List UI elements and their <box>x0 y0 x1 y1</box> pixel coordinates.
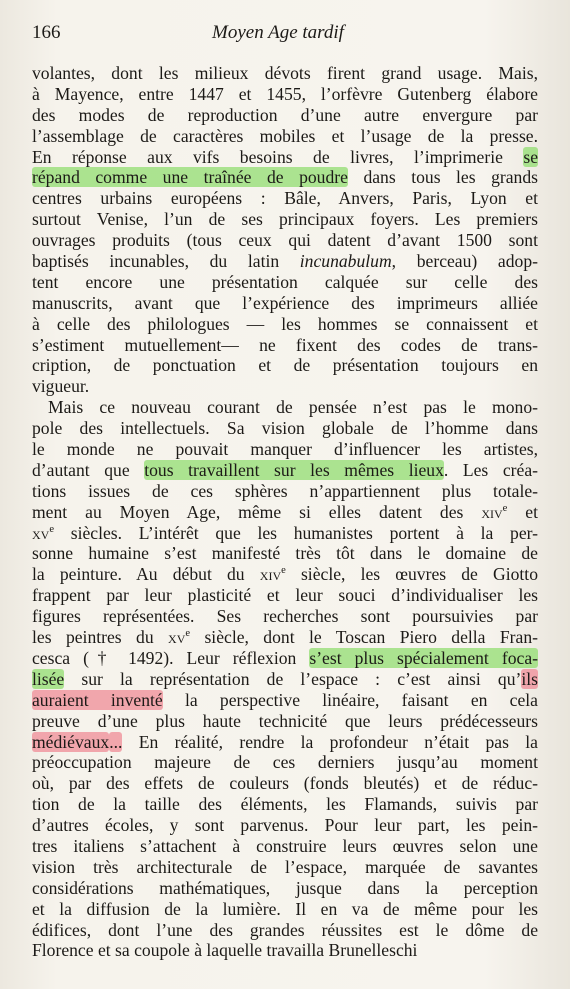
text-span: sur la représentation de l’espace : c’est ainsi qu’ <box>64 668 522 689</box>
text-line <box>32 335 538 356</box>
text-span: volantes, dont les milieux dévots firent grand usage. Mais, <box>32 63 538 83</box>
text-line <box>32 230 538 251</box>
text-span: e <box>502 502 508 514</box>
text-span: , berceau) adop- <box>391 251 538 272</box>
text-line <box>32 585 538 606</box>
text-line <box>32 293 538 314</box>
text-span: sonne humaine s’est manifesté très tôt dans le domaine de <box>32 543 538 564</box>
text-span: figures représentées. Ses recherches sont poursuivies par <box>32 606 538 627</box>
text-line <box>32 732 538 753</box>
highlighted-text: médiévaux <box>32 731 110 752</box>
text-line <box>32 773 538 794</box>
text-span: tres italiens s’attachent à construire leurs œuvres selon une <box>32 835 538 856</box>
text-line <box>32 920 538 941</box>
text-line <box>32 502 538 523</box>
text-span: la peinture. Au début du <box>32 564 260 585</box>
text-line <box>32 376 538 397</box>
body-text <box>32 63 538 961</box>
text-span: e <box>49 523 55 535</box>
text-span: Florence et sa coupole à laquelle travailla Brunelleschi <box>32 940 418 961</box>
highlighted-text: tous travaillent sur les mêmes lieux <box>144 459 444 480</box>
text-span: xv <box>32 522 50 543</box>
text-line <box>32 523 538 544</box>
text-span: Mais ce nouveau courant de pensée n’est pas le mono- <box>48 397 538 418</box>
text-span: et <box>507 501 538 522</box>
text-line <box>32 418 538 439</box>
text-span: les peintres du <box>32 627 169 648</box>
text-line <box>32 543 538 564</box>
text-line <box>32 209 538 230</box>
text-span: centres urbains européens : Bâle, Anvers, Paris, Lyon et <box>32 188 538 209</box>
page-number: 166 <box>32 22 61 43</box>
text-span: frappent par leur plasticité et leur souci d’individualiser les <box>32 585 538 606</box>
text-span: ouvrages produits (tous ceux qui datent d’avant 1500 sont <box>32 230 538 251</box>
text-span: tent encore une présentation calquée sur celle des <box>32 271 538 292</box>
text-line <box>32 272 538 293</box>
text-span: surtout Venise, l’un de ses principaux foyers. Les premiers <box>32 209 538 230</box>
text-line <box>32 355 538 376</box>
text-line <box>32 105 538 126</box>
text-span: des modes de reproduction d’une autre envergure par <box>32 104 538 125</box>
text-span: e <box>281 565 286 577</box>
text-line <box>32 460 538 481</box>
text-span: baptisés incunables, du latin <box>32 251 300 272</box>
text-span: vigueur. <box>32 376 90 397</box>
text-span: tion de la taille des éléments, les Flamands, suivis par <box>32 794 538 815</box>
text-line <box>32 481 538 502</box>
text-span: à celle des philologues — les hommes se connaissent et <box>32 313 538 334</box>
text-line <box>32 857 538 878</box>
text-line <box>32 794 538 815</box>
text-line <box>32 63 538 84</box>
text-line <box>32 899 538 920</box>
text-span: où, par des effets de couleurs (fonds bleutés) et de réduc- <box>32 773 538 794</box>
text-line <box>32 188 538 209</box>
text-span: En réponse aux vifs besoins de livres, l’imprimerie <box>32 146 524 167</box>
text-span: dans tous les grands <box>347 167 539 188</box>
highlighted-text: auraient inventé <box>32 689 163 710</box>
highlighted-text: lisée <box>32 668 65 689</box>
highlighted-text: ils <box>521 668 538 689</box>
text-span: tions issues de ces sphères n’appartiennent plus totale- <box>32 480 538 501</box>
text-span: le monde ne pouvait manquer d’influencer les artistes, <box>32 439 538 460</box>
page-header <box>32 22 538 48</box>
highlighted-text: ... <box>109 731 123 752</box>
text-span: manuscrits, avant que l’expérience des imprimeurs alliée <box>32 292 538 313</box>
text-line <box>32 836 538 857</box>
text-span: incunabulum <box>299 251 392 272</box>
text-line <box>32 147 538 168</box>
text-span: l’assemblage de caractères mobiles et l’usage de la presse. <box>32 125 538 146</box>
text-span: vision très architecturale de l’espace, marquée de savantes <box>32 856 538 877</box>
text-span: siècles. L’intérêt que les humanistes portent à la per- <box>54 522 538 543</box>
text-line <box>32 439 538 460</box>
text-span: s’estiment mutuellement— ne fixent des codes de trans- <box>32 334 538 355</box>
text-span: e <box>185 628 191 640</box>
text-line <box>32 251 538 272</box>
text-span: édifices, dont l’une des grandes réussites est le dôme de <box>32 919 538 940</box>
highlighted-text: se <box>523 146 538 167</box>
text-span: d’autres écoles, y sont parvenus. Pour leur part, les pein- <box>32 815 538 836</box>
text-span: siècle, les œuvres de Giotto <box>285 564 538 585</box>
text-line <box>32 815 538 836</box>
text-line <box>32 878 538 899</box>
text-span: En réalité, rendre la profondeur n’était pas la <box>122 731 538 752</box>
text-span: xiv <box>259 564 282 585</box>
text-span: preuve d’une plus haute technicité que leurs prédécesseurs <box>32 710 538 731</box>
text-span: siècle, dont le Toscan Piero della Fran- <box>190 627 538 648</box>
text-line <box>32 648 538 669</box>
text-line <box>32 606 538 627</box>
highlighted-text: s’est plus spécialement foca- <box>309 647 538 668</box>
text-span: xv <box>168 627 186 648</box>
text-span: préoccupation majeure de ces derniers jusqu’au moment <box>32 752 538 773</box>
highlighted-text: répand comme une traînée de poudre <box>32 167 348 188</box>
text-span: à Mayence, entre 1447 et 1455, l’orfèvre Gutenberg élabore <box>32 83 538 104</box>
text-span: cription, de ponctuation et de présentation toujours en <box>32 355 538 376</box>
text-line <box>32 669 538 690</box>
text-span: la perspective linéaire, faisant en cela <box>162 689 538 710</box>
text-span: et la diffusion de la lumière. Il en va de même pour les <box>32 898 538 919</box>
text-span: cesca († 1492). Leur réflexion <box>32 647 310 668</box>
text-line <box>32 627 538 648</box>
text-span: pole des intellectuels. Sa vision globale de l’homme dans <box>32 418 538 439</box>
text-line <box>32 167 538 188</box>
text-line <box>32 314 538 335</box>
text-span: xiv <box>481 501 503 522</box>
text-line <box>32 711 538 732</box>
text-line <box>32 752 538 773</box>
running-title: Moyen Age tardif <box>212 22 344 43</box>
text-line <box>32 84 538 105</box>
text-span: ment au Moyen Age, même si elles datent des <box>32 501 482 522</box>
text-line <box>32 397 538 418</box>
text-line <box>32 940 538 961</box>
text-line <box>32 126 538 147</box>
text-span: d’autant que <box>32 459 145 480</box>
text-span: . Les créa- <box>443 459 539 480</box>
text-span: considérations mathématiques, jusque dans la perception <box>32 877 538 898</box>
text-line <box>32 564 538 585</box>
text-line <box>32 690 538 711</box>
